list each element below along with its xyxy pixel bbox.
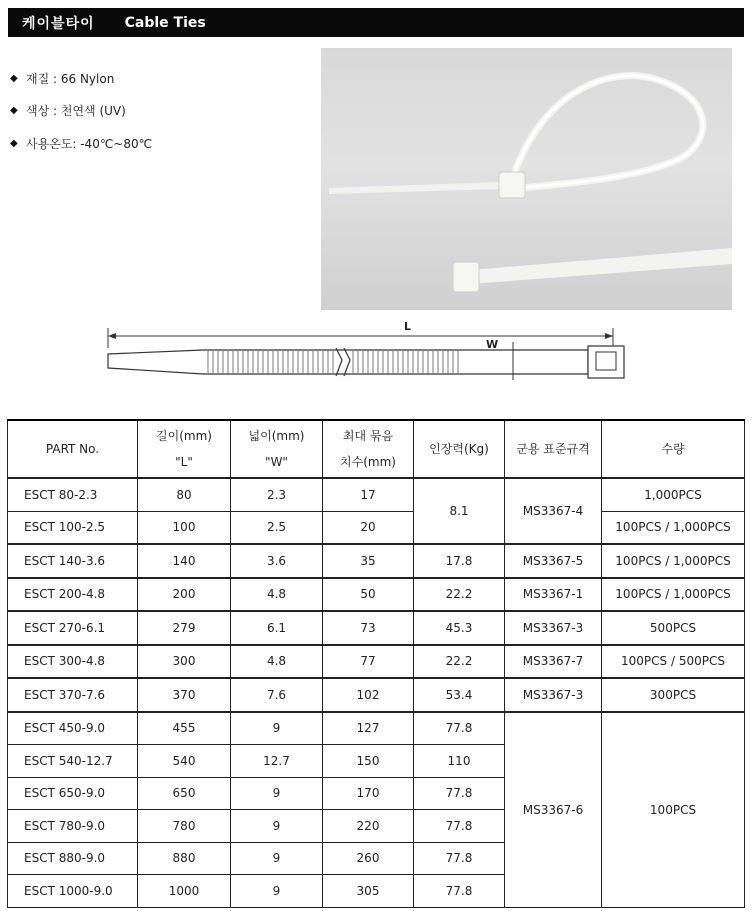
table-cell: MS3367-3 [505,611,602,645]
table-cell: 300 [138,645,231,679]
table-row [8,712,745,745]
table-cell: 100 [138,511,231,544]
table-cell: 1000 [138,875,231,908]
table-row [8,544,745,578]
diamond-bullet-icon: ◆ [10,72,18,84]
merged-standard-2: MS3367-6 [505,712,602,908]
table-row [8,611,745,645]
table-cell: 102 [323,678,414,712]
table-cell: 73 [323,611,414,645]
table-cell: 77.8 [414,875,505,908]
table-cell: 50 [323,578,414,612]
table-cell: ESCT 370-7.6 [8,678,138,712]
spec-material [10,70,152,86]
header-standard: 군용 표준규격 [505,420,602,478]
table-cell: ESCT 1000-9.0 [8,875,138,908]
table-row [8,478,745,511]
table-cell: 100PCS / 1,000PCS [602,578,745,612]
spec-temperature-text: 사용온도: -40℃~80℃ [26,136,153,151]
table-cell: 500PCS [602,611,745,645]
table-cell: 279 [138,611,231,645]
table-cell: 53.4 [414,678,505,712]
table-cell: 77.8 [414,842,505,875]
table-cell: 370 [138,678,231,712]
header-tensile: 인장력(Kg) [414,420,505,478]
table-cell: 4.8 [231,578,323,612]
table-cell: ESCT 100-2.5 [8,511,138,544]
table-cell: ESCT 450-9.0 [8,712,138,745]
header-length: 길이(mm) "L" [138,420,231,478]
table-cell: ESCT 780-9.0 [8,810,138,843]
table-cell: 100PCS / 500PCS [602,645,745,679]
spec-color [10,103,152,119]
merged-qty-2: 100PCS [602,712,745,908]
table-cell: 7.6 [231,678,323,712]
table-cell: 880 [138,842,231,875]
header-qty: 수량 [602,420,745,478]
table-row [8,678,745,712]
title-korean: 케이블타이 [22,15,95,32]
table-cell: ESCT 540-12.7 [8,745,138,778]
table-cell: 12.7 [231,745,323,778]
table-cell: 650 [138,777,231,810]
table-cell: 110 [414,745,505,778]
table-cell: 3.6 [231,544,323,578]
table-cell: ESCT 200-4.8 [8,578,138,612]
table-cell: 170 [323,777,414,810]
table-cell: 2.3 [231,478,323,511]
table-cell: 17.8 [414,544,505,578]
table-cell: 9 [231,712,323,745]
table-cell: 6.1 [231,611,323,645]
spec-material-text: 재질 : 66 Nylon [26,71,115,86]
table-cell: 80 [138,478,231,511]
table-cell: ESCT 300-4.8 [8,645,138,679]
spec-list [10,70,152,168]
table-row [8,645,745,679]
header-bundle: 최대 묶음 치수(mm) [323,420,414,478]
table-cell: 305 [323,875,414,908]
table-cell: MS3367-5 [505,544,602,578]
header-part: PART No. [8,420,138,478]
table-cell: ESCT 80-2.3 [8,478,138,511]
table-cell: 77.8 [414,712,505,745]
table-cell: 45.3 [414,611,505,645]
table-cell: ESCT 270-6.1 [8,611,138,645]
table-cell: 1,000PCS [602,478,745,511]
table-cell: 17 [323,478,414,511]
table-cell: 9 [231,810,323,843]
table-cell: ESCT 650-9.0 [8,777,138,810]
diamond-bullet-icon: ◆ [10,105,18,116]
cable-tie-photo [321,48,732,310]
table-cell: 300PCS [602,678,745,712]
table-header-row [8,420,745,478]
table-cell: MS3367-3 [505,678,602,712]
table-cell: ESCT 880-9.0 [8,842,138,875]
table-cell: 35 [323,544,414,578]
table-cell: 22.2 [414,645,505,679]
table-cell: 77.8 [414,777,505,810]
table-cell: 127 [323,712,414,745]
table-cell: 9 [231,842,323,875]
table-cell: 260 [323,842,414,875]
table-cell: 140 [138,544,231,578]
merged-standard-1: MS3367-4 [505,478,602,544]
table-cell: 100PCS / 1,000PCS [602,544,745,578]
table-cell: 9 [231,777,323,810]
table-cell: MS3367-7 [505,645,602,679]
table-cell: 220 [323,810,414,843]
table-cell: 77.8 [414,810,505,843]
page-header [8,8,744,37]
table-cell: 200 [138,578,231,612]
table-row [8,511,745,544]
table-cell: 455 [138,712,231,745]
dimension-diagram [98,320,628,386]
diamond-bullet-icon: ◆ [10,137,18,149]
diagram-label-w: W [486,338,499,351]
table-cell: 100PCS / 1,000PCS [602,511,745,544]
table-cell: 77 [323,645,414,679]
spec-temperature [10,135,152,151]
table-cell: 22.2 [414,578,505,612]
table-cell: ESCT 140-3.6 [8,544,138,578]
title-english: Cable Ties [124,14,206,31]
spec-table [7,419,745,908]
table-cell: 150 [323,745,414,778]
table-cell: 20 [323,511,414,544]
table-row [8,578,745,612]
merged-tensile-1: 8.1 [414,478,505,544]
table-cell: 4.8 [231,645,323,679]
diagram-label-l: L [404,320,412,333]
table-cell: 2.5 [231,511,323,544]
table-cell: 9 [231,875,323,908]
table-cell: MS3367-1 [505,578,602,612]
header-width: 넓이(mm) "W" [231,420,323,478]
table-cell: 540 [138,745,231,778]
spec-color-text: 색상 : 천연색 (UV) [26,104,126,118]
table-cell: 780 [138,810,231,843]
